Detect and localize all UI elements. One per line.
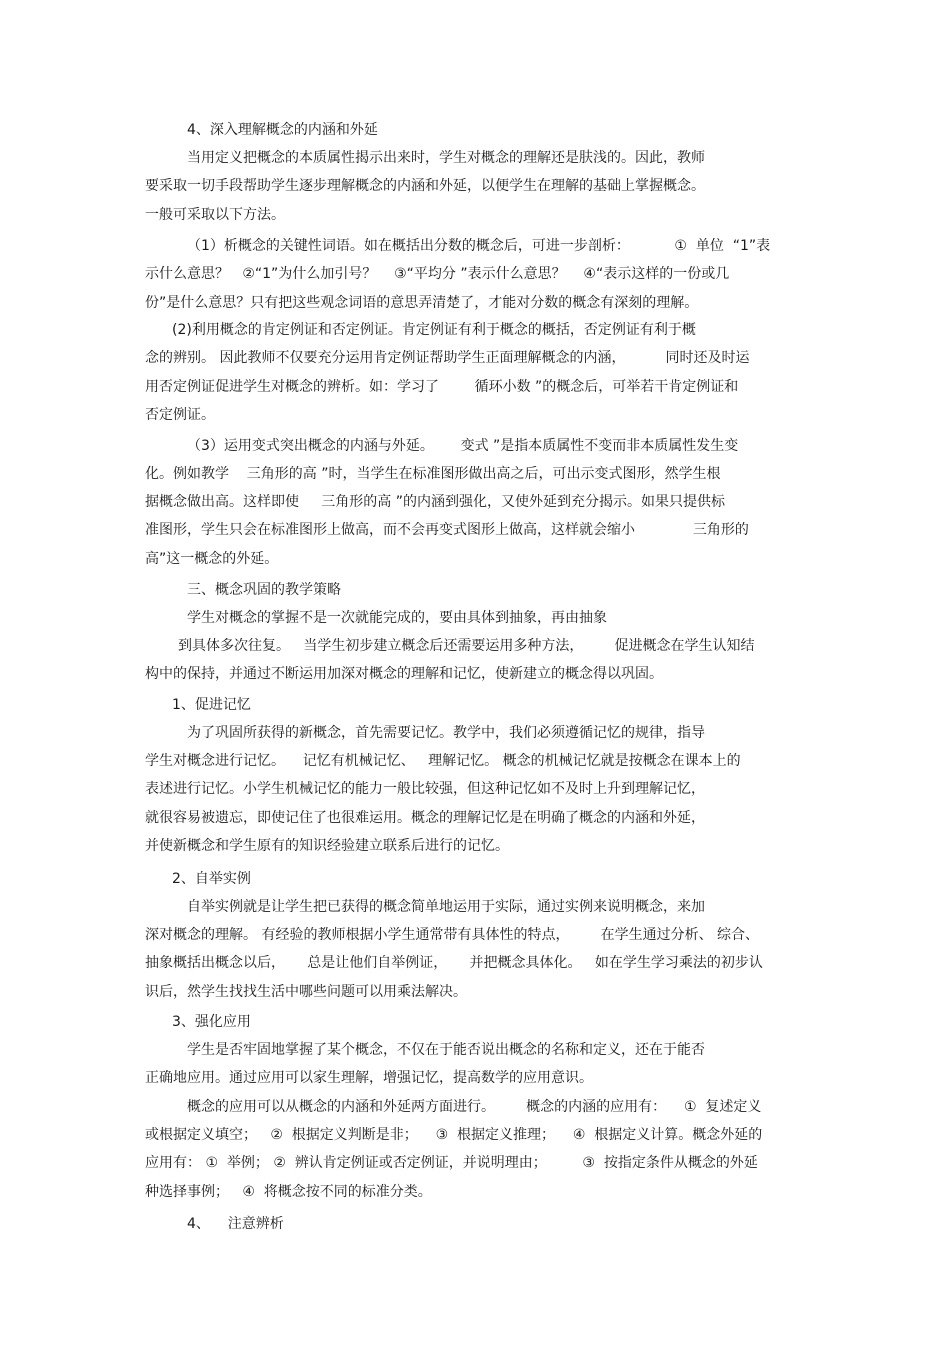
paragraph-line: 种选择事例； ④ 将概念按不同的标准分类。: [145, 1184, 432, 1200]
paragraph-line: 或根据定义填空； ② 根据定义判断是非； ③ 根据定义推理； ④ 根据定义计算。概念外延的: [145, 1127, 763, 1143]
paragraph-line: 学生是否牢固地掌握了某个概念，不仅在于能否说出概念的名称和定义，还在于能否: [187, 1042, 705, 1058]
paragraph-line: 到具体多次往复。 当学生初步建立概念后还需要运用多种方法， 促进概念在学生认知结: [178, 638, 755, 654]
paragraph-line: 应用有： ① 举例； ② 辨认肯定例证或否定例证，并说明理由； ③ 按指定条件从概念的外延: [145, 1155, 758, 1171]
paragraph-line: 为了巩固所获得的新概念，首先需要记忆。教学中，我们必须遵循记忆的规律，指导: [187, 725, 705, 741]
paragraph-line: 自举实例就是让学生把已获得的概念简单地运用于实际，通过实例来说明概念，来加: [187, 899, 705, 915]
paragraph-line: 当用定义把概念的本质属性揭示出来时，学生对概念的理解还是肤浅的。因此，教师: [187, 150, 705, 166]
heading-3: 3、强化应用: [172, 1014, 251, 1030]
paragraph-line: 并使新概念和学生原有的知识经验建立联系后进行的记忆。: [145, 838, 509, 854]
paragraph-line: 化。例如教学 三角形的高 ”时，当学生在标准图形做出高之后，可出示变式图形，然学生根: [145, 466, 721, 482]
paragraph-line: 用否定例证促进学生对概念的辨析。如：学习了 循环小数 ”的概念后，可举若干肯定例证和: [145, 379, 739, 395]
paragraph-line: 要采取一切手段帮助学生逐步理解概念的内涵和外延，以便学生在理解的基础上掌握概念。: [145, 178, 705, 194]
paragraph-line: 概念的应用可以从概念的内涵和外延两方面进行。 概念的内涵的应用有： ① 复述定义: [187, 1099, 762, 1115]
paragraph-line: 据概念做出高。这样即使 三角形的高 ”的内涵到强化，又使外延到充分揭示。如果只提供标: [145, 494, 725, 510]
paragraph-line: 抽象概括出概念以后， 总是让他们自举例证， 并把概念具体化。 如在学生学习乘法的初步认: [145, 955, 763, 971]
paragraph-line: 学生对概念的掌握不是一次就能完成的，要由具体到抽象，再由抽象: [187, 610, 607, 626]
paragraph-line: 就很容易被遗忘，即使记住了也很难运用。概念的理解记忆是在明确了概念的内涵和外延，: [145, 810, 705, 826]
paragraph-line: 准图形，学生只会在标准图形上做高，而不会再变式图形上做高，这样就会缩小 三角形的: [145, 522, 749, 538]
paragraph-line: （3）运用变式突出概念的内涵与外延。 变式 ”是指本质属性不变而非本质属性发生变: [187, 438, 739, 454]
heading-2: 2、自举实例: [172, 871, 251, 887]
paragraph-line: 念的辨别。 因此教师不仅要充分运用肯定例证帮助学生正面理解概念的内涵， 同时还及时运: [145, 350, 750, 366]
paragraph-line: 构中的保持，并通过不断运用加深对概念的理解和记忆，使新建立的概念得以巩固。: [145, 666, 663, 682]
paragraph-line: 否定例证。: [145, 407, 215, 423]
paragraph-line: 份”是什么意思？只有把这些观念词语的意思弄清楚了，才能对分数的概念有深刻的理解。: [145, 295, 699, 311]
paragraph-line: 表述进行记忆。小学生机械记忆的能力一般比较强，但这种记忆如不及时上升到理解记忆，: [145, 781, 705, 797]
heading-1: 1、促进记忆: [172, 697, 251, 713]
paragraph-line: 深对概念的理解。 有经验的教师根据小学生通常带有具体性的特点， 在学生通过分析、 综合、: [145, 927, 760, 943]
paragraph-line: 正确地应用。通过应用可以家生理解，增强记忆，提高数学的应用意识。: [145, 1070, 593, 1086]
paragraph-line: （1）析概念的关键性词语。如在概括出分数的概念后，可进一步剖析： ① 单位 “1”表: [187, 238, 771, 254]
paragraph-line: 示什么意思？ ②“1”为什么加引号？ ③“平均分 ”表示什么意思？ ④“表示这样的一份或几: [145, 266, 730, 282]
paragraph-line: (2)利用概念的肯定例证和否定例证。肯定例证有利于概念的概括，否定例证有利于概: [172, 322, 696, 338]
paragraph-line: 高”这一概念的外延。: [145, 551, 279, 567]
heading-4-discrimination: 4、 注意辨析: [187, 1216, 284, 1232]
paragraph-line: 一般可采取以下方法。: [145, 207, 285, 223]
heading-4: 4、深入理解概念的内涵和外延: [187, 122, 378, 138]
paragraph-line: 识后，然学生找找生活中哪些问题可以用乘法解决。: [145, 984, 467, 1000]
paragraph-line: 学生对概念进行记忆。 记忆有机械记忆、 理解记忆。 概念的机械记忆就是按概念在课本上的: [145, 753, 741, 769]
section-heading: 三、概念巩固的教学策略: [187, 582, 341, 598]
